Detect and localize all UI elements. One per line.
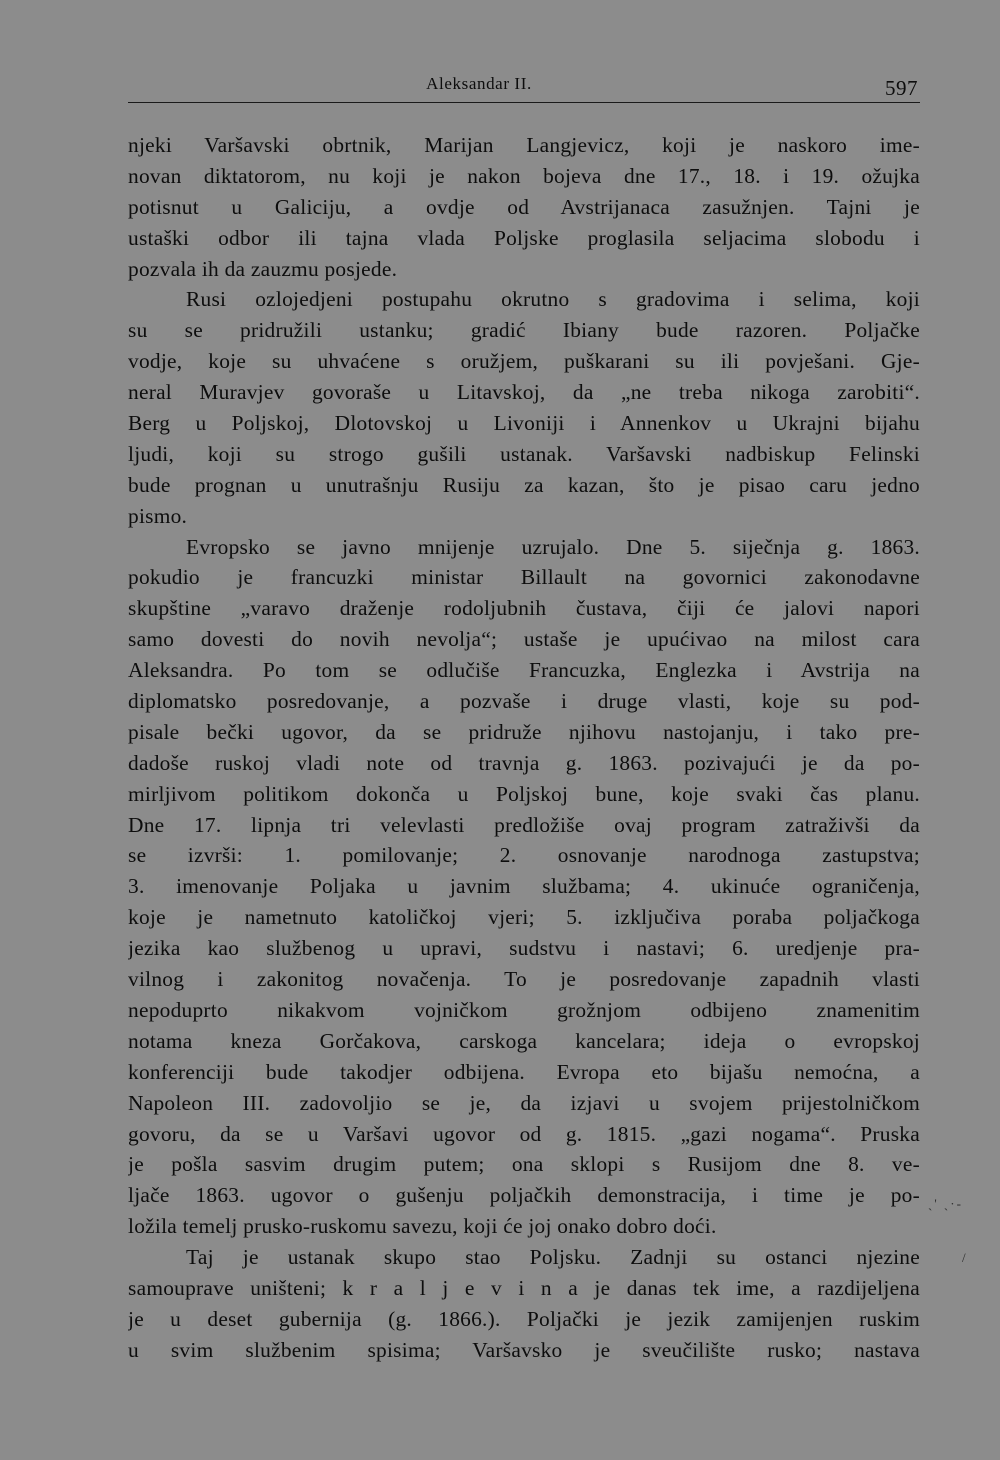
text-line: nepoduprto nikakvom vojničkom grožnjom odbijeno znamenitim (128, 997, 920, 1022)
text-line: pozvala ih da zauzmu posjede. (128, 256, 398, 281)
pencil-mark: ˏ' ˎ·- (928, 1196, 963, 1211)
body-text (128, 130, 920, 1366)
text-line: govoru, da se u Varšavi ugovor od g. 1815. „gazi nogama“. Pruska (128, 1121, 920, 1146)
text-line: pisale bečki ugovor, da se pridruže njihovu nastojanju, i tako pre- (128, 719, 920, 744)
running-head (128, 68, 920, 103)
text-line: bude prognan u unutrašnju Rusiju za kazan, što je pisao caru jedno (128, 472, 920, 497)
text-line: ustaški odbor ili tajna vlada Poljske proglasila seljacima slobodu i (128, 225, 920, 250)
text-line: neral Muravjev govoraše u Litavskoj, da „ne treba nikoga zarobiti“. (128, 380, 920, 405)
text-line: ljače 1863. ugovor o gušenju poljačkih demonstracija, i time je po- (128, 1183, 920, 1208)
text-line: Taj je ustanak skupo stao Poljsku. Zadnji su ostanci njezine (186, 1245, 920, 1270)
text-line: samo dovesti do novih nevolja“; ustaše je upućivao na milost cara (128, 627, 920, 652)
text-line: vodje, koje su uhvaćene s oružjem, puškarani su ili povješani. Gje- (128, 349, 920, 374)
text-line: vilnog i zakonitog novačenja. To je posredovanje zapadnih vlasti (128, 967, 920, 992)
text-line: mirljivom politikom dokonča u Poljskoj bune, koje svaki čas planu. (128, 781, 920, 806)
text-line: potisnut u Galiciju, a ovdje od Avstrijanaca zasužnjen. Tajni je (128, 194, 920, 219)
text-line: 3. imenovanje Poljaka u javnim službama; 4. ukinuće ograničenja, (128, 874, 920, 899)
text-line: diplomatsko posredovanje, a pozvaše i druge vlasti, koje su pod- (128, 689, 920, 714)
text-line: je pošla sasvim drugim putem; ona sklopi s Rusijom dne 8. ve- (128, 1152, 920, 1177)
text-line: Napoleon III. zadovoljio se je, da izjavi u svojem prijestolničkom (128, 1090, 920, 1115)
text-line: u svim službenim spisima; Varšavsko je sveučilište rusko; nastava (128, 1337, 920, 1362)
text-line: dadoše ruskoj vladi note od travnja g. 1863. pozivajući je da po- (128, 750, 920, 775)
text-line: ljudi, koji su strogo gušili ustanak. Varšavski nadbiskup Felinski (128, 441, 920, 466)
text-line: Berg u Poljskoj, Dlotovskoj u Livoniji i Annenkov u Ukrajni bijahu (128, 411, 920, 436)
text-line: su se pridružili ustanku; gradić Ibiany bude razoren. Poljačke (128, 318, 920, 343)
text-line: skupštine „varavo draženje rodoljubnih čustava, čiji će jalovi napori (128, 596, 920, 621)
text-line: pismo. (128, 503, 188, 528)
text-line: Aleksandra. Po tom se odlučiše Francuzka, Englezka i Avstrija na (128, 658, 920, 683)
text-line: novan diktatorom, nu koji je nakon bojeva dne 17., 18. i 19. ožujka (128, 163, 920, 188)
page-number: 597 (885, 76, 918, 100)
text-line: konferenciji bude takodjer odbijena. Evropa eto bijašu nemoćna, a (128, 1059, 920, 1084)
text-line: ložila temelj prusko-ruskomu savezu, koji će joj onako dobro doći. (128, 1214, 717, 1239)
text-line: je u deset gubernija (g. 1866.). Poljački je jezik zamijenjen ruskim (128, 1306, 920, 1331)
running-title: Aleksandar II. (426, 74, 532, 93)
pencil-mark: / (962, 1250, 968, 1265)
text-line: Rusi ozlojedjeni postupahu okrutno s gradovima i selima, koji (186, 287, 920, 312)
text-line: Evropsko se javno mnijenje uzrujalo. Dne 5. siječnja g. 1863. (186, 534, 920, 559)
text-line: samouprave uništeni; k r a l j e v i n a je danas tek ime, a razdijeljena (128, 1275, 920, 1300)
text-line: jezika kao službenog u upravi, sudstvu i nastavi; 6. uredjenje pra- (128, 936, 920, 961)
text-line: Dne 17. lipnja tri velevlasti predložiše ovaj program zatraživši da (128, 812, 920, 837)
text-line: njeki Varšavski obrtnik, Marijan Langjevicz, koji je naskoro ime- (128, 133, 920, 157)
text-line: koje je nametnuto katoličkoj vjeri; 5. izključiva poraba poljačkoga (128, 905, 920, 930)
text-line: se izvrši: 1. pomilovanje; 2. osnovanje narodnoga zastupstva; (128, 843, 920, 868)
text-line: pokudio je francuzki ministar Billault na govornici zakonodavne (128, 565, 920, 590)
text-line: notama kneza Gorčakova, carskoga kancelara; ideja o evropskoj (128, 1028, 920, 1053)
